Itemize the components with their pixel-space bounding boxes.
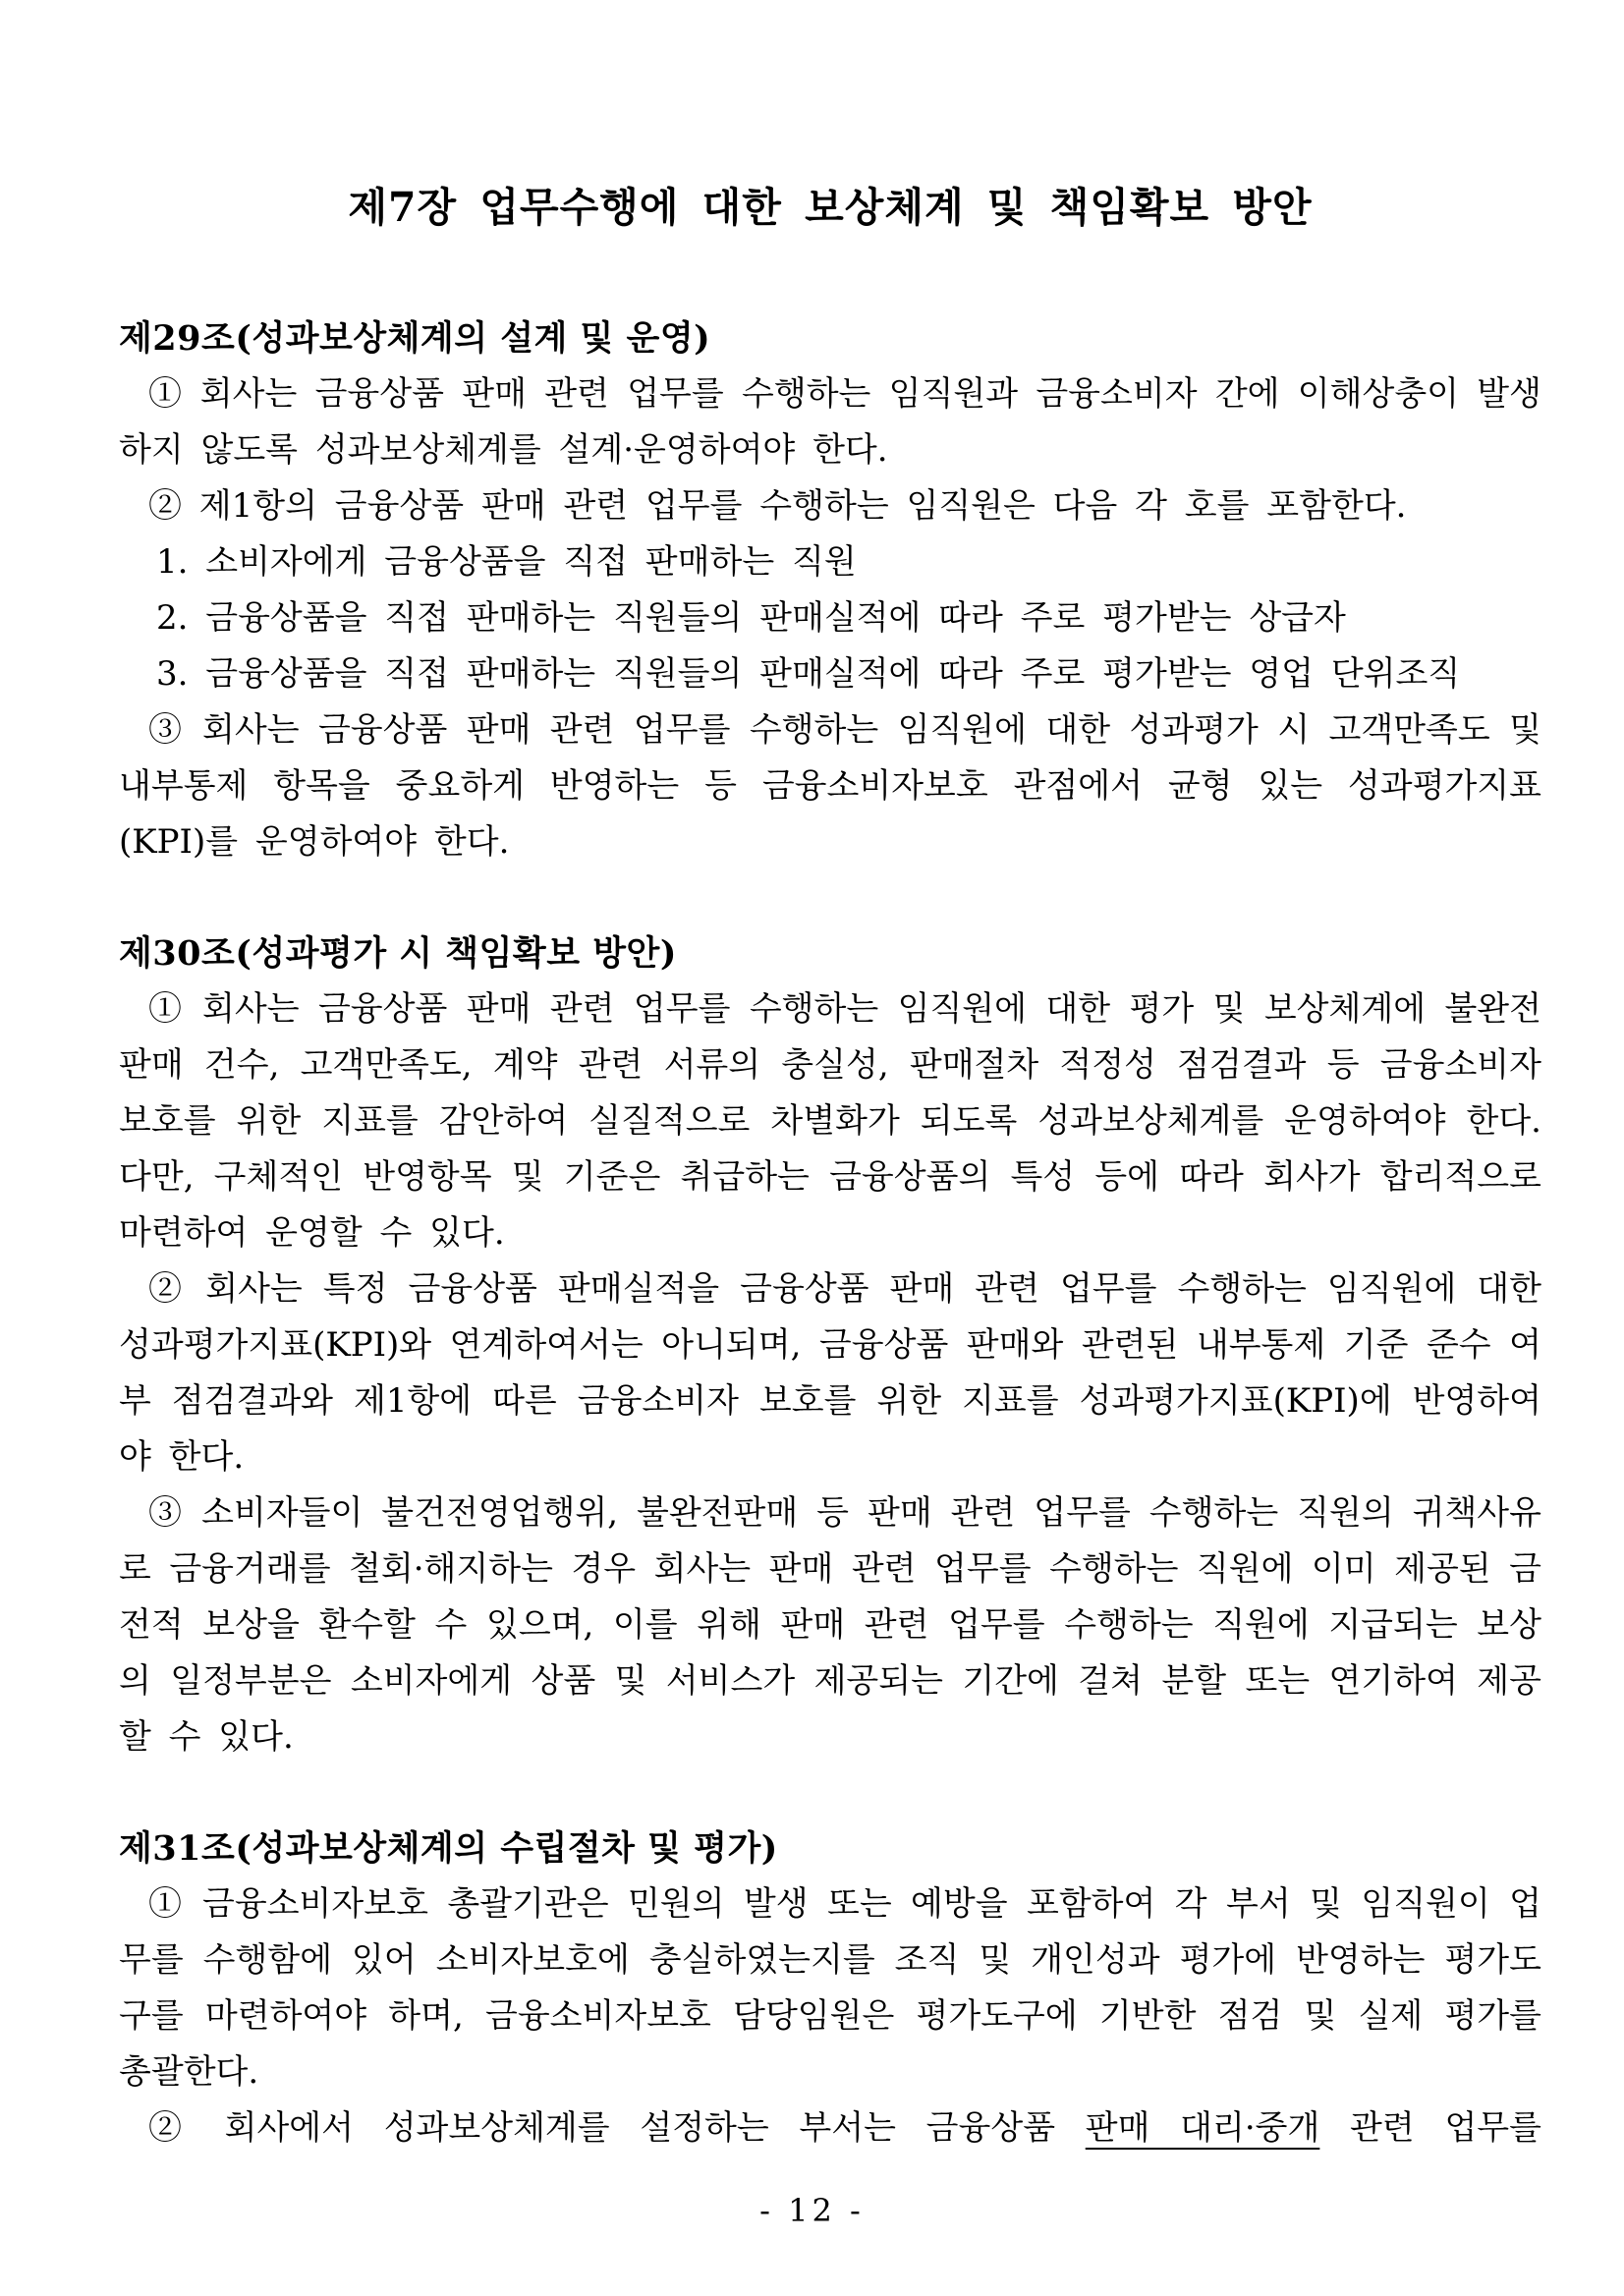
chapter-title: 제7장 업무수행에 대한 보상체계 및 책임확보 방안 — [348, 184, 1313, 231]
article-31-heading: 제31조(성과보상체계의 수립절차 및 평가) — [119, 1828, 778, 1869]
article-31-paragraph-1: ① 금융소비자보호 총괄기관은 민원의 발생 또는 예방을 포함하여 각 부서 및 임직원이 업무를 수행함에 있어 소비자보호에 충실하였는지를 조직 및 개인성과 평가에 반영하는 평가도구를 마련하여야 하며, 금융소비자보호 담당임원은 평가도구에 기반한 점검 및 실제 평가를 총괄한다. — [119, 1884, 1541, 2092]
article-29-heading: 제29조(성과보상체계의 설계 및 운영) — [119, 318, 711, 359]
page-number: - 12 - — [759, 2192, 865, 2229]
paragraph-text-after-underline: 관련 업무를 — [1319, 2108, 1541, 2148]
underlined-phrase-sales-agency-brokerage: 판매 대리·중개 — [1085, 2108, 1320, 2148]
article-29-subitem-2: 2. 금융상품을 직접 판매하는 직원들의 판매실적에 따라 주로 평가받는 상급자 — [156, 598, 1346, 638]
article-30-paragraph-3: ③ 소비자들이 불건전영업행위, 불완전판매 등 판매 관련 업무를 수행하는 직원의 귀책사유로 금융거래를 철회·해지하는 경우 회사는 판매 관련 업무를 수행하는 직원에 이미 제공된 금전적 보상을 환수할 수 있으며, 이를 위해 판매 관련 업무를 수행하는 직원에 지급되는 보상의 일정부분은 소비자에게 상품 및 서비스가 제공되는 기간에 걸쳐 분할 또는 연기하여 제공할 수 있다. — [119, 1493, 1541, 1757]
article-29 — [119, 310, 1541, 870]
article-31-paragraph-2 — [119, 2100, 1541, 2156]
article-30-heading: 제30조(성과평가 시 책임확보 방안) — [119, 933, 677, 974]
article-30-paragraph-2: ② 회사는 특정 금융상품 판매실적을 금융상품 판매 관련 업무를 수행하는 임직원에 대한 성과평가지표(KPI)와 연계하여서는 아니되며, 금융상품 판매와 관련된 내부통제 기준 준수 여부 점검결과와 제1항에 따른 금융소비자 보호를 위한 지표를 성과평가지표(KPI)에 반영하여야 한다. — [119, 1269, 1541, 1477]
article-29-subitem-1: 1. 소비자에게 금융상품을 직접 판매하는 직원 — [156, 542, 857, 582]
article-31 — [119, 1820, 1541, 2156]
article-30 — [119, 925, 1541, 1765]
article-29-paragraph-3: ③ 회사는 금융상품 판매 관련 업무를 수행하는 임직원에 대한 성과평가 시 고객만족도 및 내부통제 항목을 중요하게 반영하는 등 금융소비자보호 관점에서 균형 있는 성과평가지표(KPI)를 운영하여야 한다. — [119, 710, 1541, 862]
article-29-paragraph-2: ② 제1항의 금융상품 판매 관련 업무를 수행하는 임직원은 다음 각 호를 포함한다. — [148, 486, 1407, 526]
article-29-paragraph-1: ① 회사는 금융상품 판매 관련 업무를 수행하는 임직원과 금융소비자 간에 이해상충이 발생하지 않도록 성과보상체계를 설계·운영하여야 한다. — [119, 374, 1541, 470]
article-30-paragraph-1: ① 회사는 금융상품 판매 관련 업무를 수행하는 임직원에 대한 평가 및 보상체계에 불완전판매 건수, 고객만족도, 계약 관련 서류의 충실성, 판매절차 적정성 점검결과 등 금융소비자 보호를 위한 지표를 감안하여 실질적으로 차별화가 되도록 성과보상체계를 운영하여야 한다. 다만, 구체적인 반영항목 및 기준은 취급하는 금융상품의 특성 등에 따라 회사가 합리적으로 마련하여 운영할 수 있다. — [119, 989, 1541, 1253]
paragraph-text-before-underline: ② 회사에서 성과보상체계를 설정하는 부서는 금융상품 — [148, 2108, 1086, 2148]
article-29-subitem-3: 3. 금융상품을 직접 판매하는 직원들의 판매실적에 따라 주로 평가받는 영업 단위조직 — [156, 654, 1461, 694]
